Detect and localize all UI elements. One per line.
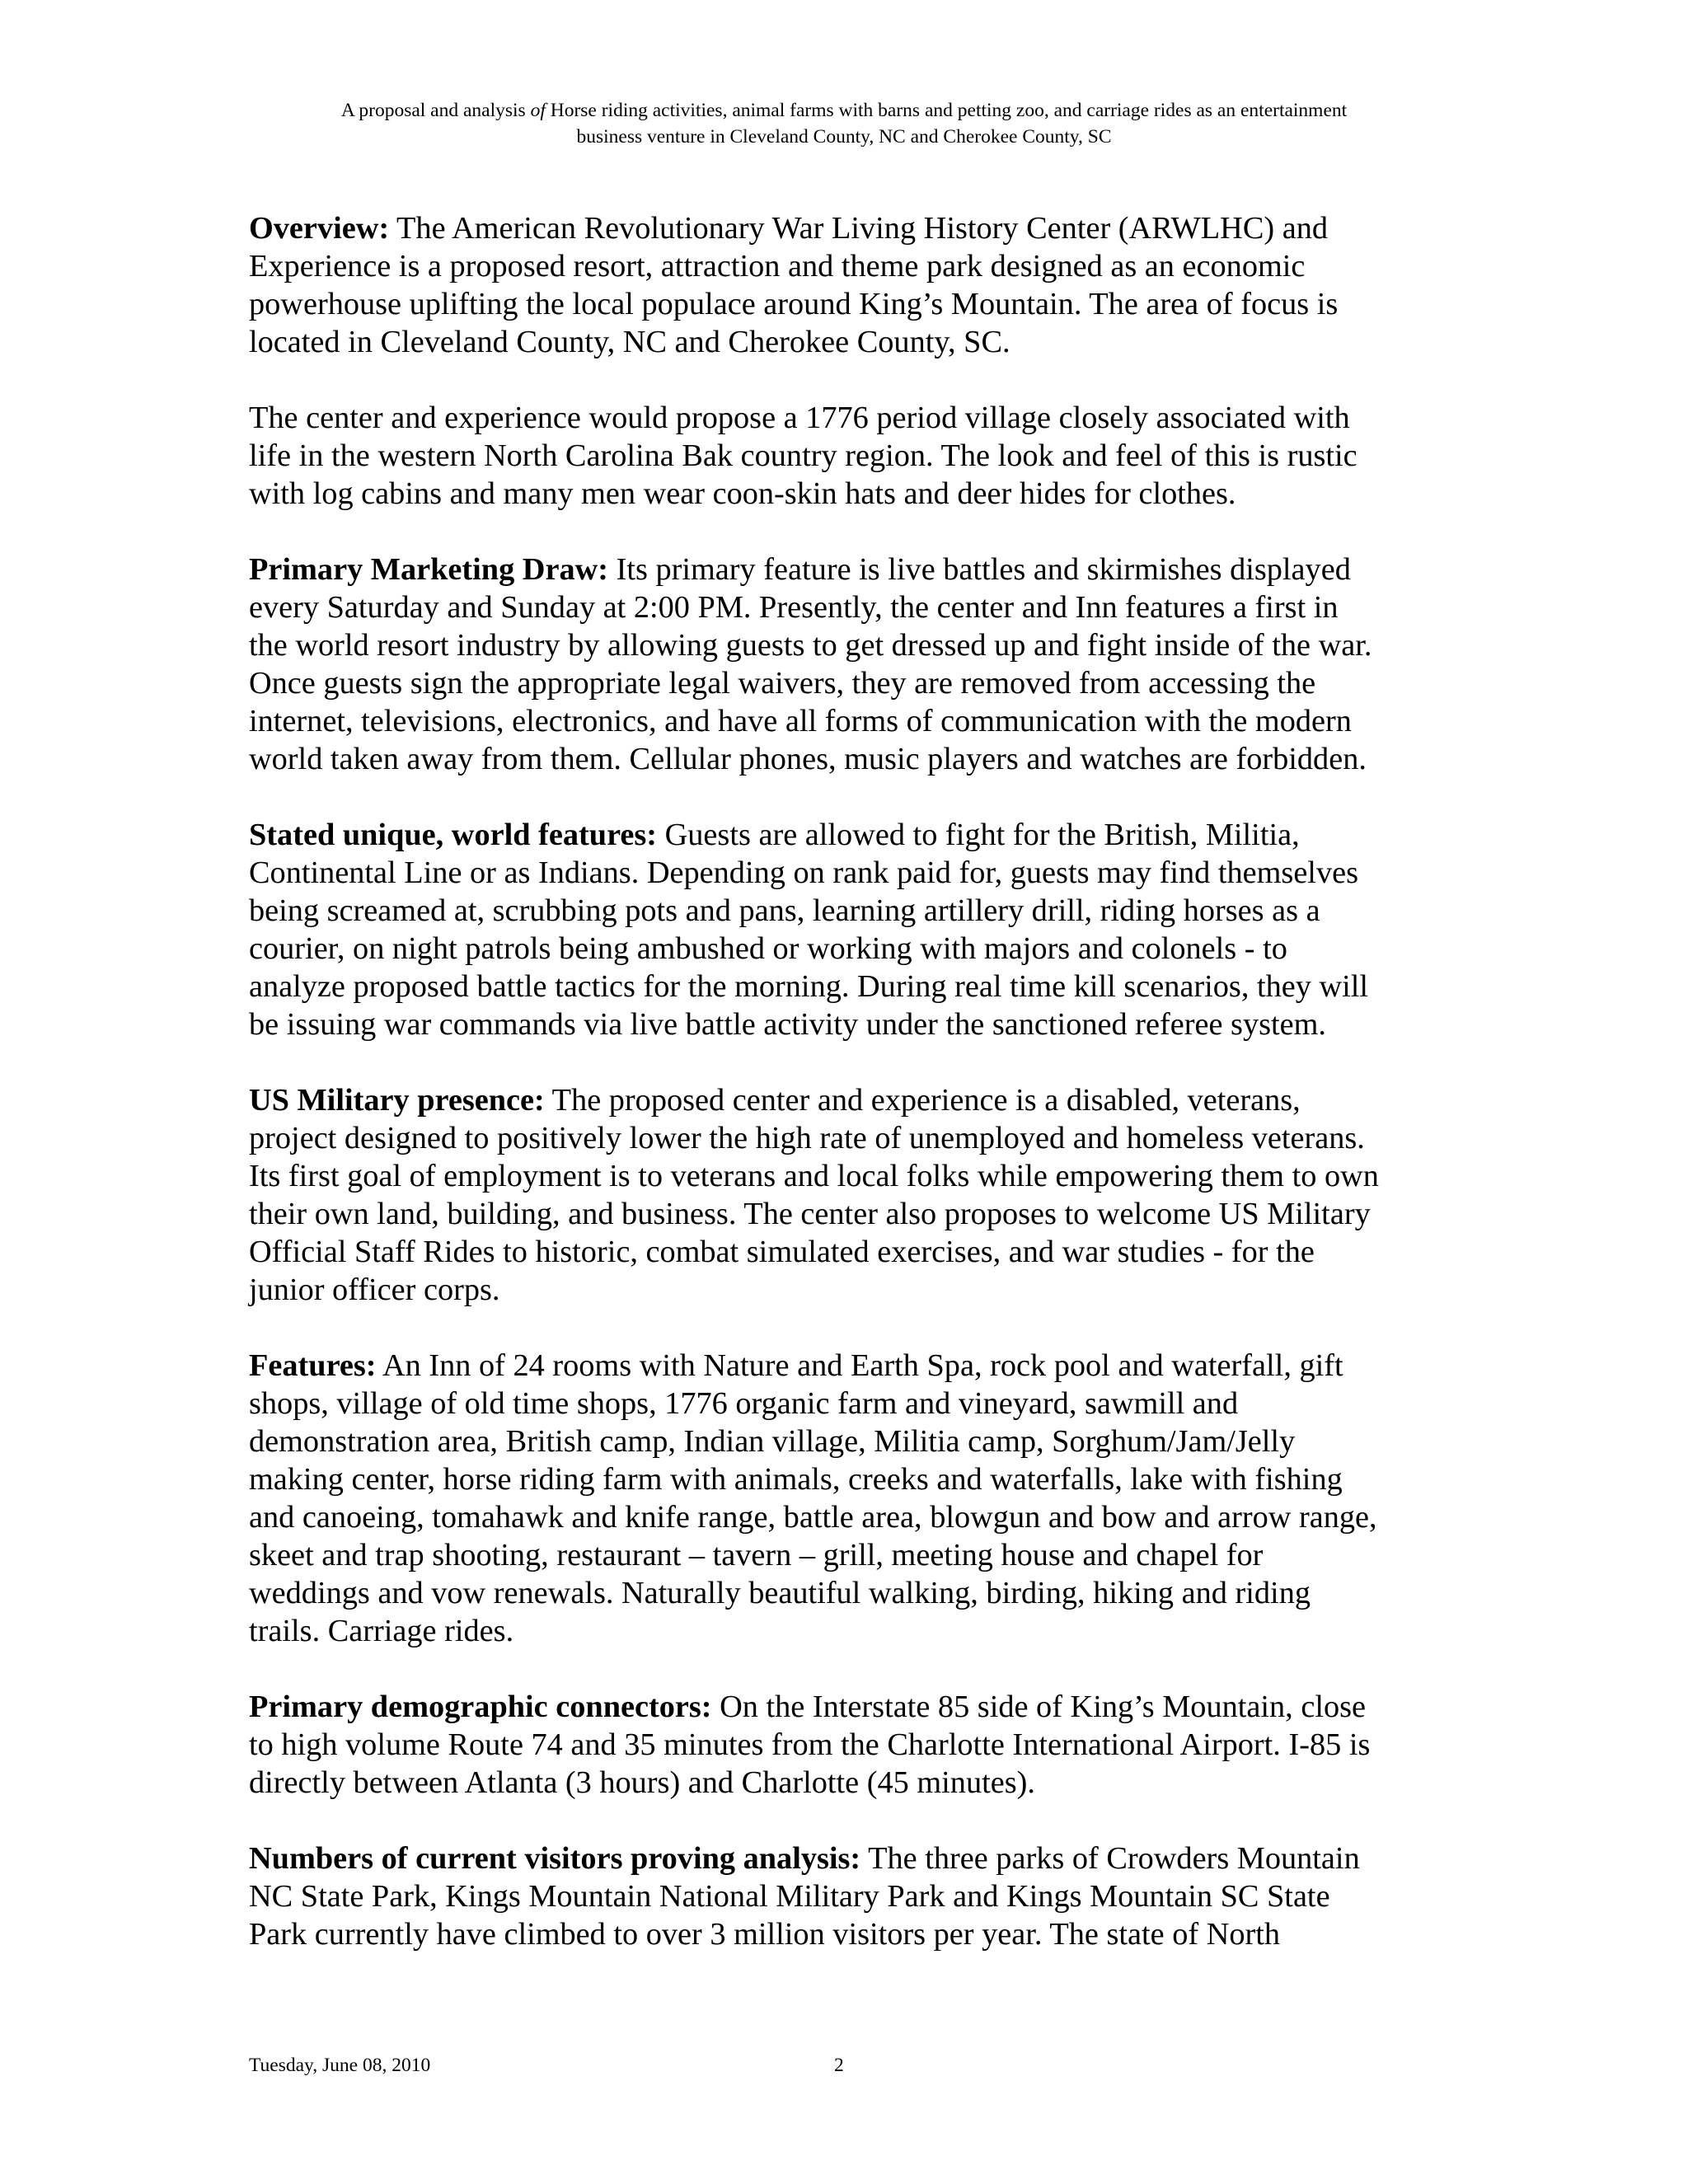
line-text: every Saturday and Sunday at 2:00 PM. Presently, the center and Inn features a first in bbox=[249, 590, 1339, 625]
line-text: demonstration area, British camp, Indian village, Militia camp, Sorghum/Jam/Jelly bbox=[249, 1424, 1296, 1459]
line-text: Continental Line or as Indians. Depending on rank paid for, guests may find themselves bbox=[249, 855, 1359, 890]
paragraph-heading: Primary demographic connectors: bbox=[249, 1690, 712, 1724]
header-line-1 bbox=[0, 97, 1688, 124]
page-number: 2 bbox=[834, 2055, 844, 2076]
line-text: NC State Park, Kings Mountain National Military Park and Kings Mountain SC State bbox=[249, 1879, 1330, 1914]
header-text-before: A proposal and analysis bbox=[340, 100, 531, 121]
paragraph bbox=[249, 399, 1452, 513]
text-line bbox=[249, 1081, 1452, 1119]
paragraph-heading: Stated unique, world features: bbox=[249, 818, 658, 852]
line-text: their own land, building, and business. The center also proposes to welcome US Military bbox=[249, 1197, 1371, 1231]
text-line bbox=[249, 437, 1452, 475]
text-line bbox=[249, 1271, 1452, 1309]
text-line bbox=[249, 588, 1452, 626]
paragraph bbox=[249, 1081, 1452, 1309]
line-text: The center and experience would propose a 1776 period village closely associated with bbox=[249, 401, 1350, 435]
line-text: and canoeing, tomahawk and knife range, battle area, blowgun and bow and arrow range, bbox=[249, 1500, 1377, 1535]
line-text: powerhouse uplifting the local populace around King’s Mountain. The area of focus is bbox=[249, 287, 1339, 321]
line-text: Its first goal of employment is to veterans and local folks while empowering them to own bbox=[249, 1159, 1379, 1193]
line-text: life in the western North Carolina Bak country region. The look and feel of this is rustic bbox=[249, 438, 1357, 473]
line-text: courier, on night patrols being ambushed or working with majors and colonels - to bbox=[249, 931, 1287, 966]
line-text: Its primary feature is live battles and skirmishes displayed bbox=[608, 552, 1351, 587]
paragraph bbox=[249, 1840, 1452, 1953]
text-line bbox=[249, 1385, 1452, 1422]
line-text: junior officer corps. bbox=[249, 1272, 500, 1307]
text-line bbox=[249, 1119, 1452, 1157]
line-text: with log cabins and many men wear coon-skin hats and deer hides for clothes. bbox=[249, 476, 1236, 511]
paragraph-heading: Primary Marketing Draw: bbox=[249, 552, 609, 587]
line-text: to high volume Route 74 and 35 minutes from the Charlotte International Airport. I-85 is bbox=[249, 1727, 1371, 1762]
text-line bbox=[249, 1005, 1452, 1043]
line-text: Official Staff Rides to historic, combat simulated exercises, and war studies - for the bbox=[249, 1235, 1315, 1269]
text-line bbox=[249, 1764, 1452, 1802]
header-text-after: Horse riding activities, animal farms with barns and petting zoo, and carriage rides as an entertainment bbox=[545, 100, 1348, 121]
text-line bbox=[249, 1422, 1452, 1460]
line-text: Experience is a proposed resort, attraction and theme park designed as an economic bbox=[249, 249, 1306, 284]
text-line bbox=[249, 1498, 1452, 1536]
line-text: shops, village of old time shops, 1776 organic farm and vineyard, sawmill and bbox=[249, 1386, 1239, 1421]
line-text: internet, televisions, electronics, and have all forms of communication with the modern bbox=[249, 704, 1352, 738]
text-line bbox=[249, 1536, 1452, 1574]
line-text: An Inn of 24 rooms with Nature and Earth Spa, rock pool and waterfall, gift bbox=[376, 1348, 1343, 1383]
line-text: Guests are allowed to fight for the British, Militia, bbox=[657, 818, 1300, 852]
line-text: being screamed at, scrubbing pots and pans, learning artillery drill, riding horses as a bbox=[249, 893, 1320, 928]
line-text: The three parks of Crowders Mountain bbox=[860, 1841, 1360, 1876]
paragraph bbox=[249, 1688, 1452, 1802]
text-line bbox=[249, 664, 1452, 702]
text-line bbox=[249, 816, 1452, 854]
text-line bbox=[249, 399, 1452, 437]
page-header bbox=[0, 97, 1688, 150]
text-line bbox=[249, 551, 1452, 588]
paragraph-heading: US Military presence: bbox=[249, 1083, 545, 1118]
line-text: weddings and vow renewals. Naturally beautiful walking, birding, hiking and riding bbox=[249, 1576, 1311, 1610]
line-text: On the Interstate 85 side of King’s Mountain, close bbox=[711, 1690, 1367, 1724]
paragraph-heading: Features: bbox=[249, 1348, 377, 1383]
text-line bbox=[249, 1726, 1452, 1764]
text-line bbox=[249, 740, 1452, 778]
text-line bbox=[249, 1915, 1452, 1953]
text-line bbox=[249, 702, 1452, 740]
line-text: be issuing war commands via live battle activity under the sanctioned referee system. bbox=[249, 1007, 1326, 1042]
paragraph-heading: Overview: bbox=[249, 211, 390, 246]
line-text: located in Cleveland County, NC and Cherokee County, SC. bbox=[249, 325, 1010, 359]
document-body bbox=[249, 209, 1452, 1991]
text-line bbox=[249, 209, 1452, 247]
text-line bbox=[249, 1688, 1452, 1726]
paragraph bbox=[249, 551, 1452, 778]
line-text: making center, horse riding farm with animals, creeks and waterfalls, lake with fishing bbox=[249, 1462, 1343, 1497]
text-line bbox=[249, 285, 1452, 323]
footer-date: Tuesday, June 08, 2010 bbox=[249, 2055, 431, 2076]
line-text: the world resort industry by allowing guests to get dressed up and fight inside of the war. bbox=[249, 628, 1372, 663]
text-line bbox=[249, 854, 1452, 892]
text-line bbox=[249, 968, 1452, 1005]
line-text: world taken away from them. Cellular phones, music players and watches are forbidden. bbox=[249, 742, 1367, 776]
text-line bbox=[249, 930, 1452, 968]
text-line bbox=[249, 247, 1452, 285]
text-line bbox=[249, 892, 1452, 930]
text-line bbox=[249, 1574, 1452, 1612]
text-line bbox=[249, 1877, 1452, 1915]
text-line bbox=[249, 1460, 1452, 1498]
text-line bbox=[249, 1840, 1452, 1877]
line-text: The proposed center and experience is a disabled, veterans, bbox=[544, 1083, 1301, 1118]
line-text: Once guests sign the appropriate legal waivers, they are removed from accessing the bbox=[249, 666, 1316, 701]
text-line bbox=[249, 626, 1452, 664]
text-line bbox=[249, 323, 1452, 361]
paragraph bbox=[249, 1347, 1452, 1650]
header-italic-word: of bbox=[530, 100, 546, 121]
header-line-2: business venture in Cleveland County, NC and Cherokee County, SC bbox=[576, 126, 1112, 148]
line-text: directly between Atlanta (3 hours) and Charlotte (45 minutes). bbox=[249, 1765, 1035, 1800]
text-line bbox=[249, 1233, 1452, 1271]
text-line bbox=[249, 475, 1452, 513]
text-line bbox=[249, 1157, 1452, 1195]
text-line bbox=[249, 1195, 1452, 1233]
line-text: Park currently have climbed to over 3 million visitors per year. The state of North bbox=[249, 1917, 1281, 1952]
paragraph bbox=[249, 816, 1452, 1043]
line-text: skeet and trap shooting, restaurant – tavern – grill, meeting house and chapel for bbox=[249, 1538, 1264, 1572]
line-text: project designed to positively lower the high rate of unemployed and homeless veterans. bbox=[249, 1121, 1365, 1155]
paragraph bbox=[249, 209, 1452, 361]
line-text: trails. Carriage rides. bbox=[249, 1614, 514, 1648]
text-line bbox=[249, 1612, 1452, 1650]
line-text: The American Revolutionary War Living History Center (ARWLHC) and bbox=[389, 211, 1328, 246]
paragraph-heading: Numbers of current visitors proving analysis: bbox=[249, 1841, 861, 1876]
text-line bbox=[249, 1347, 1452, 1385]
line-text: analyze proposed battle tactics for the morning. During real time kill scenarios, they will bbox=[249, 969, 1369, 1004]
